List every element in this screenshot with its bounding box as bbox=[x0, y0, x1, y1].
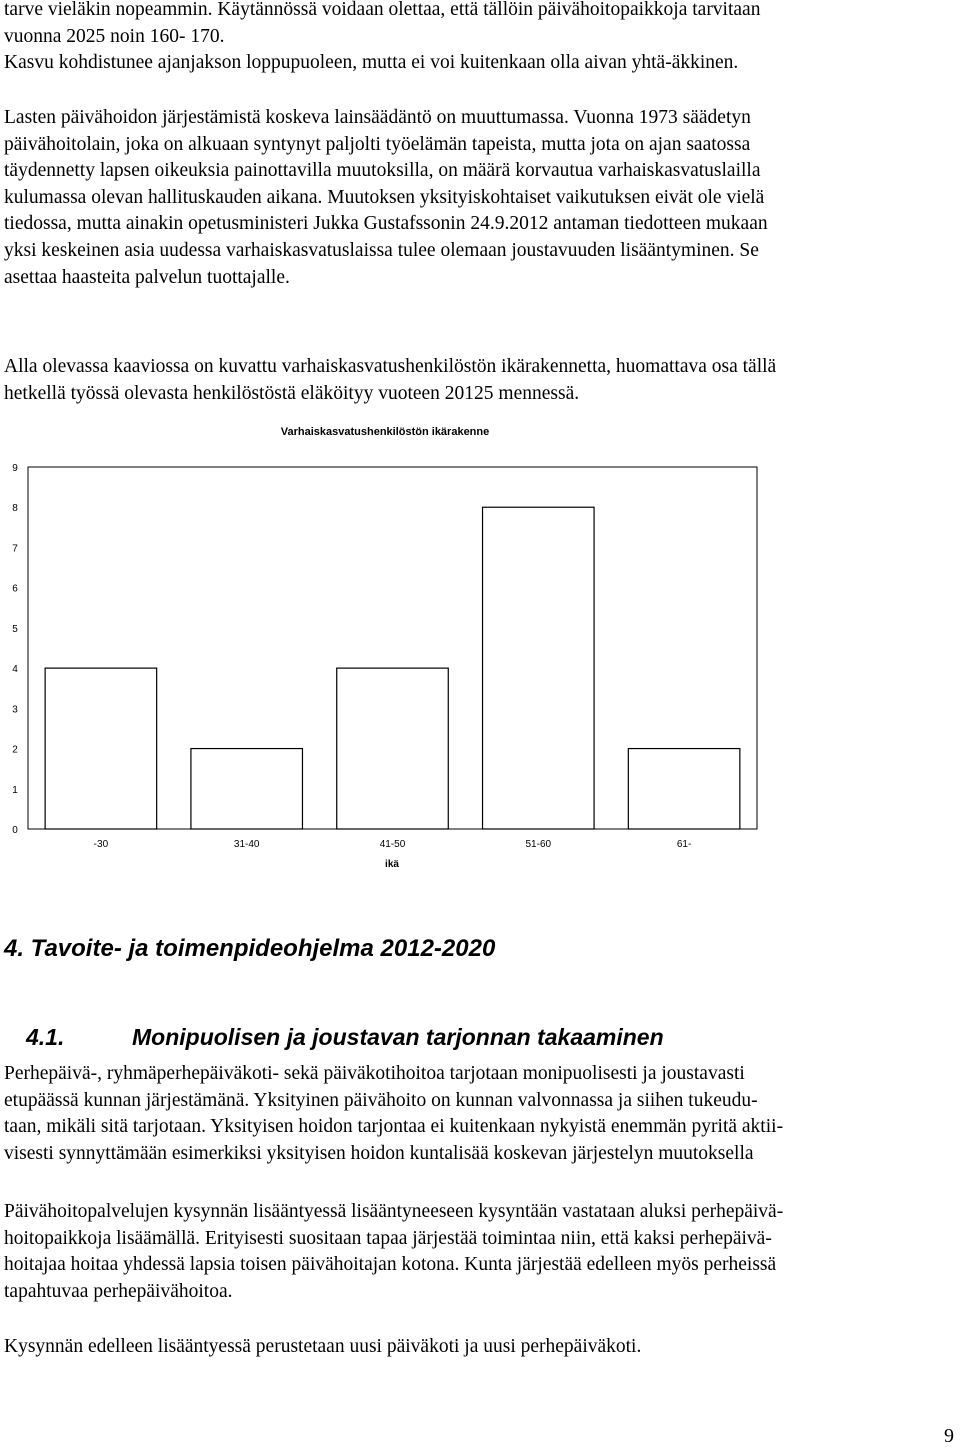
text-line: Perhepäivä-, ryhmäperhepäiväkoti- sekä päiväkotihoitoa tarjotaan monipuolisesti ja joustavasti bbox=[4, 1063, 745, 1084]
text-line: Päivähoitopalvelujen kysynnän lisääntyessä lisääntyneeseen kysyntään vastataan aluksi perhepäivä- bbox=[4, 1201, 784, 1222]
text-line: hoitopaikkoja lisäämällä. Erityisesti suositaan tapaa järjestää toimintaa niin, että kaksi perhepäivä- bbox=[4, 1227, 772, 1249]
x-tick-label: 61- bbox=[676, 839, 692, 850]
page-number: 9 bbox=[944, 1425, 954, 1447]
paragraph-chart-intro bbox=[4, 354, 954, 407]
text-line: etupäässä kunnan järjestämänä. Yksityinen päivähoito on kunnan valvonnassa ja siihen tukeudu- bbox=[4, 1089, 758, 1111]
bar bbox=[483, 507, 595, 829]
text-line: tarve vieläkin nopeammin. Käytännössä voidaan olettaa, että tällöin päivähoitopaikkoja tarvitaan bbox=[4, 0, 761, 20]
y-tick-label: 1 bbox=[12, 784, 18, 796]
x-tick-label: 31-40 bbox=[233, 839, 260, 850]
y-tick-label: 5 bbox=[12, 623, 18, 635]
paragraph-new-daycare bbox=[4, 1334, 954, 1361]
y-tick-label: 6 bbox=[12, 583, 18, 595]
text-line: Lasten päivähoidon järjestämistä koskeva lainsäädäntö on muuttumassa. Vuonna 1973 säädetyn bbox=[4, 107, 751, 128]
y-tick-label: 2 bbox=[12, 744, 18, 756]
text-line: Kysynnän edelleen lisääntyessä perustetaan uusi päiväkoti ja uusi perhepäiväkoti. bbox=[4, 1336, 642, 1357]
paragraph-legislation bbox=[4, 105, 954, 291]
text-line: vuonna 2025 noin 160- 170. bbox=[4, 25, 225, 47]
age-structure-chart bbox=[0, 415, 960, 885]
text-line: Kasvu kohdistunee ajanjakson loppupuoleen, mutta ei voi kuitenkaan olla aivan yhtä-äkkinen. bbox=[4, 52, 739, 74]
bar bbox=[628, 749, 740, 829]
subsection-title: Monipuolisen ja joustavan tarjonnan takaaminen bbox=[132, 1024, 664, 1050]
section-heading: 4. Tavoite- ja toimenpideohjelma 2012-2020 bbox=[4, 935, 496, 962]
text-line: hoitajaa hoitaa yhdessä lapsia toisen päivähoitajan kotona. Kunta järjestää edelleen myös perheissä bbox=[4, 1254, 777, 1276]
y-tick-label: 8 bbox=[12, 503, 18, 515]
bar bbox=[45, 668, 157, 829]
paragraph-offering bbox=[4, 1061, 954, 1167]
subsection-number: 4.1. bbox=[26, 1024, 65, 1050]
x-axis-label: ikä bbox=[385, 859, 399, 870]
text-line: tiedossa, mutta ainakin opetusministeri Jukka Gustafssonin 24.9.2012 antaman tiedotteen mukaan bbox=[4, 213, 768, 235]
paragraph-intro bbox=[4, 0, 954, 77]
y-tick-label: 4 bbox=[12, 664, 18, 676]
text-line: taan, mikäli sitä tarjotaan. Yksityisen hoidon tarjontaa ei kuitenkaan nykyistä enemmän pyritä aktii- bbox=[4, 1116, 784, 1138]
x-tick-label: 51-60 bbox=[525, 839, 552, 850]
y-tick-label: 3 bbox=[12, 704, 18, 716]
text-line: asettaa haasteita palvelun tuottajalle. bbox=[4, 266, 290, 288]
x-tick-label: 41-50 bbox=[379, 839, 406, 850]
y-tick-label: 9 bbox=[12, 463, 18, 474]
y-tick-label: 7 bbox=[12, 543, 18, 555]
text-line: hetkellä työssä olevasta henkilöstöstä eläköityy vuoteen 20125 mennessä. bbox=[4, 382, 580, 404]
text-line: täydennetty lapsen oikeuksia painottavilla muutoksilla, on määrä korvautua varhaiskasvatuslailla bbox=[4, 160, 761, 182]
bar-chart-svg bbox=[0, 415, 960, 885]
chart-title: Varhaiskasvatushenkilöstön ikärakenne bbox=[280, 426, 490, 438]
text-line: yksi keskeinen asia uudessa varhaiskasvatuslaissa tulee olemaan joustavuuden lisääntyminen. Se bbox=[4, 239, 759, 261]
text-line: päivähoitolain, joka on alkuaan syntynyt paljolti työelämän tapeista, mutta jota on ajan saatossa bbox=[4, 133, 751, 155]
text-line: Alla olevassa kaaviossa on kuvattu varhaiskasvatushenkilöstön ikärakennetta, huomattava osa tällä bbox=[4, 356, 777, 377]
paragraph-demand bbox=[4, 1199, 954, 1305]
bar bbox=[191, 749, 303, 829]
x-tick-label: -30 bbox=[93, 839, 109, 850]
bar bbox=[337, 668, 449, 829]
y-tick-label: 0 bbox=[12, 825, 18, 836]
text-line: visesti synnyttämään esimerkiksi yksityisen hoidon kuntalisää koskevan järjestelyn muutoksella bbox=[4, 1142, 754, 1164]
text-line: kulumassa olevan hallituskauden aikana. Muutoksen yksityiskohtaiset vaikutuksen eivät ole vielä bbox=[4, 186, 765, 208]
text-line: tapahtuvaa perhepäivähoitoa. bbox=[4, 1280, 233, 1302]
